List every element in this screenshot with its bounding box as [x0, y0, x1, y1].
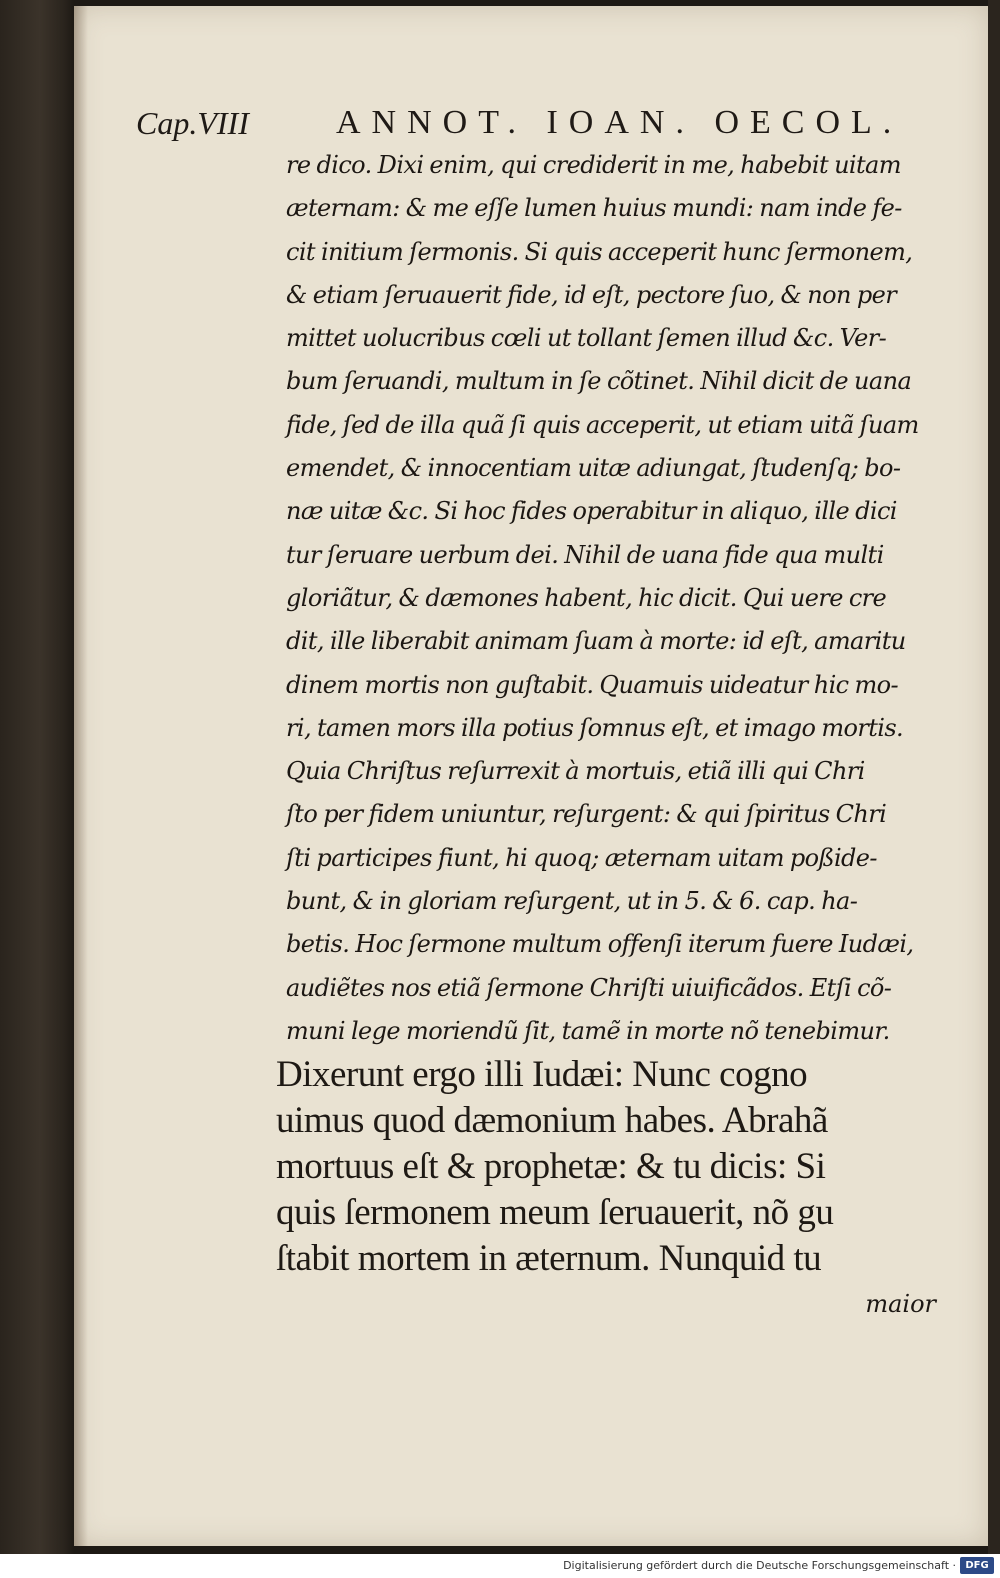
scripture-line: mortuus eſt & prophetæ: & tu dicis: Si [276, 1146, 826, 1187]
text-line: næ uitæ &c. Si hoc fides operabitur in aliquo, ille dici [286, 497, 897, 526]
gutter-shadow [74, 6, 88, 1546]
right-page-edge [988, 0, 1000, 1554]
scripture-line: uimus quod dæmonium habes. Abrahã [276, 1100, 828, 1141]
text-line: ſto per fidem uniuntur, reſurgent: & qui ſpiritus Chri [286, 800, 887, 829]
dfg-logo: DFG [960, 1557, 994, 1574]
text-line: mittet uolucribus cœli ut tollant ſemen illud &c. Ver- [286, 324, 887, 353]
catchword: maior [865, 1290, 936, 1318]
scripture-line: quis ſermonem meum ſeruauerit, nõ gu [276, 1192, 834, 1233]
text-line: emendet, & innocentiam uitæ adiungat, ſtudenſq; bo- [286, 454, 901, 483]
text-line: muni lege moriendũ ſit, tamẽ in morte nõ tenebimur. [286, 1016, 890, 1045]
text-line: æternam: & me eſſe lumen huius mundi: nam inde fe- [286, 194, 902, 223]
text-line: audiẽtes nos etiã ſermone Chriſti uiuificãdos. Etſi cõ- [286, 973, 892, 1002]
text-line: dinem mortis non guſtabit. Quamuis uideatur hic mo- [286, 670, 899, 699]
text-line: bum ſeruandi, multum in ſe cõtinet. Nihil dicit de uana [286, 367, 912, 396]
funding-credit: Digitalisierung gefördert durch die Deutsche Forschungsgemeinschaft · [563, 1559, 956, 1572]
text-line: betis. Hoc ſermone multum offenſi iterum fuere Iudæi, [286, 930, 914, 959]
commentary-text [286, 144, 946, 1053]
scripture-line: ſtabit mortem in æternum. Nunquid tu [276, 1238, 822, 1279]
text-line: gloriãtur, & dæmones habent, hic dicit. Qui uere cre [286, 583, 887, 612]
text-line: fide, ſed de illa quã ſi quis acceperit, ut etiam uitã ſuam [286, 410, 919, 439]
text-line: tur ſeruare uerbum dei. Nihil de uana fide qua multi [286, 540, 884, 569]
text-line: ſti participes fiunt, hi quoq; æternam uitam poßide- [286, 843, 877, 872]
text-line: Quia Chriſtus reſurrexit à mortuis, etiã illi qui Chri [286, 757, 865, 786]
text-line: dit, ille liberabit animam ſuam à morte: id eſt, amaritu [286, 627, 906, 656]
running-title: ANNOT. IOAN. OECOL. [336, 104, 903, 141]
running-head [136, 100, 936, 146]
text-line: ri, tamen mors illa potius ſomnus eſt, et imago mortis. [286, 713, 904, 742]
text-line: bunt, & in gloriam reſurgent, ut in 5. & 6. cap. ha- [286, 887, 858, 916]
text-line: cit initium ſermonis. Si quis acceperit hunc ſermonem, [286, 237, 913, 266]
scripture-line: Dixerunt ergo illi Iudæi: Nunc cogno [276, 1054, 808, 1095]
digitization-footer [0, 1554, 1000, 1578]
text-line: & etiam ſeruauerit fide, id eſt, pectore ſuo, & non per [286, 280, 897, 309]
scripture-text [276, 1052, 956, 1282]
text-line: re dico. Dixi enim, qui crediderit in me, habebit uitam [286, 151, 901, 179]
chapter-label: Cap.VIII [136, 105, 249, 141]
